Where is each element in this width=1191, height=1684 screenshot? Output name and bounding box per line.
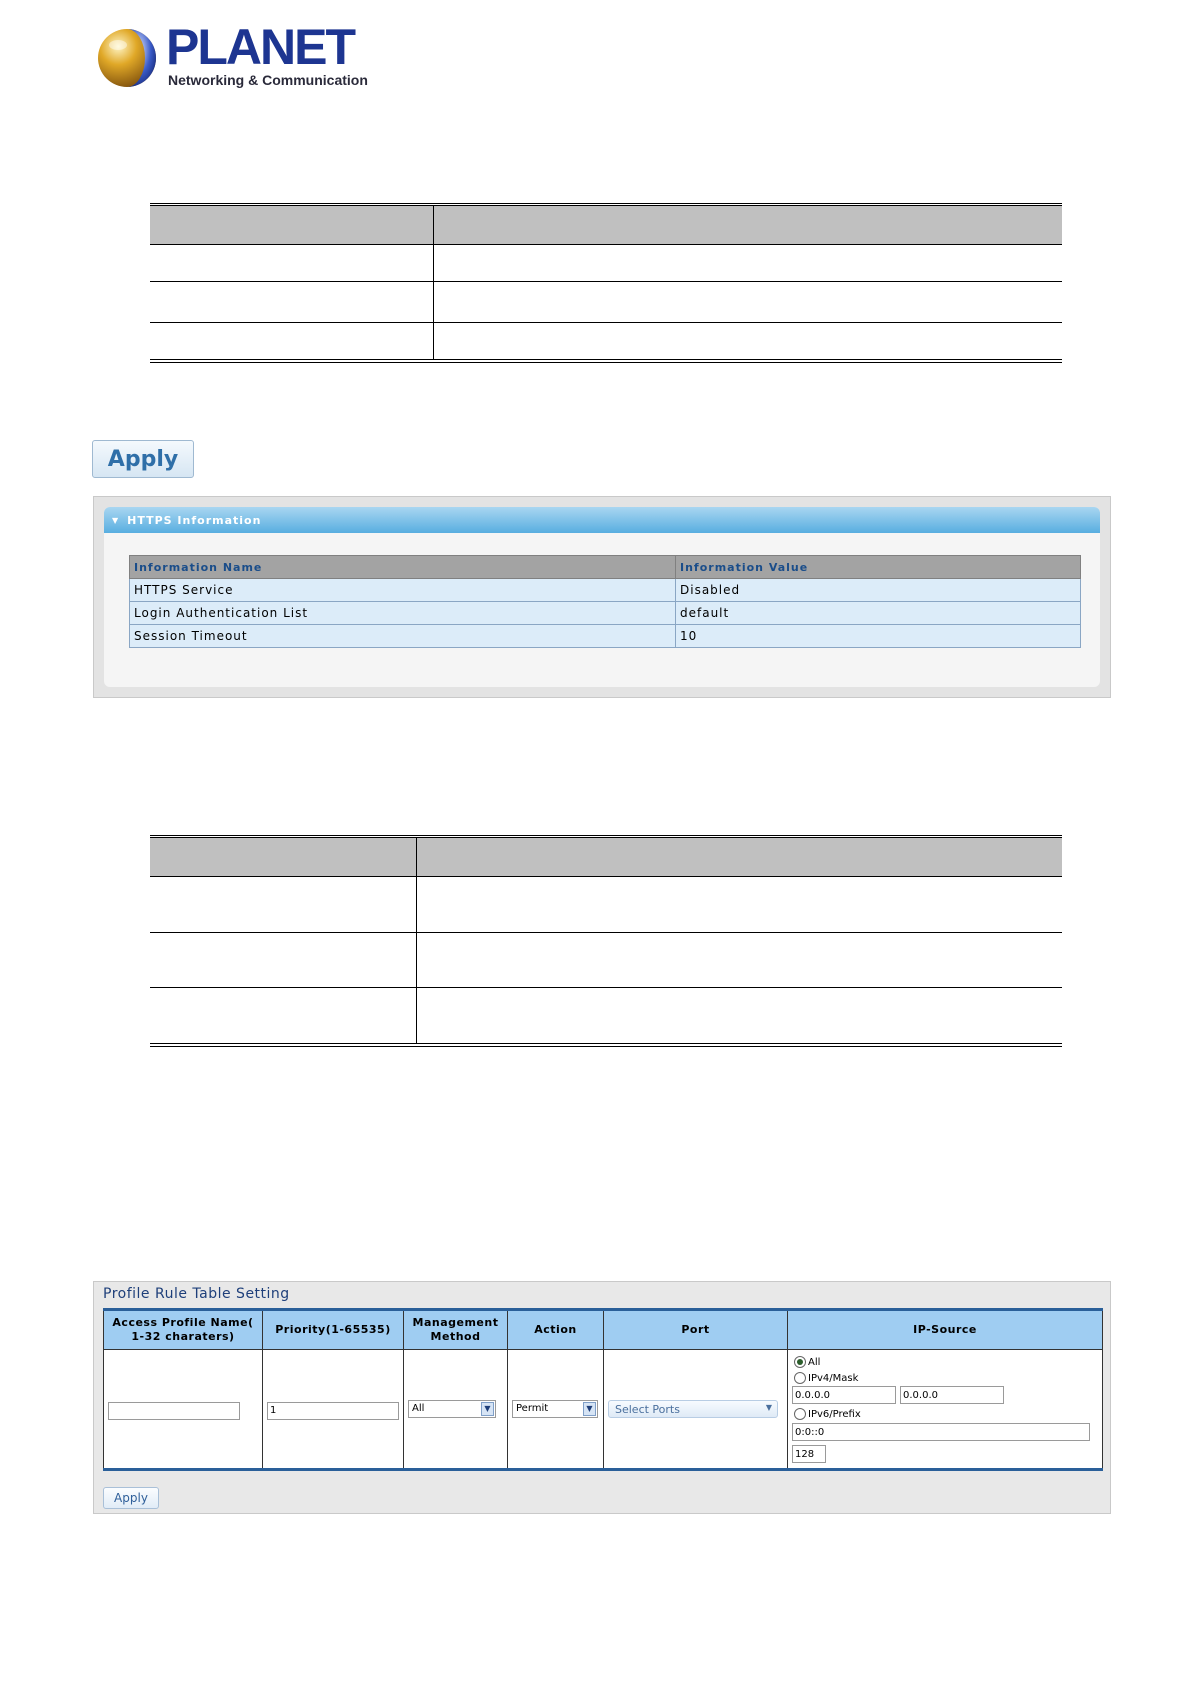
planet-logo <box>96 19 368 94</box>
management-method-select[interactable] <box>408 1400 496 1418</box>
ipv4-address-input[interactable] <box>792 1386 896 1404</box>
doc-table-1 <box>150 203 1062 363</box>
doc-table-header-cell <box>416 837 1062 877</box>
doc-table-2 <box>150 835 1062 1047</box>
apply-button[interactable]: Apply <box>92 440 194 478</box>
doc-table-cell <box>150 323 433 361</box>
column-header: Priority(1-65535) <box>263 1310 404 1350</box>
doc-table-cell <box>150 282 433 323</box>
info-name: HTTPS Service <box>130 579 676 602</box>
https-information-panel <box>93 496 1111 698</box>
collapse-triangle-icon[interactable]: ▼ <box>112 515 120 525</box>
doc-table-cell <box>150 933 416 988</box>
logo-tagline: Networking & Communication <box>168 72 368 88</box>
priority-input[interactable] <box>267 1402 399 1420</box>
doc-table-header-cell <box>433 205 1062 245</box>
doc-table-cell <box>150 877 416 933</box>
ipv6-prefix-input[interactable] <box>792 1445 826 1463</box>
doc-table-header-cell <box>150 205 433 245</box>
radio-label: IPv4/Mask <box>808 1372 859 1384</box>
ip-source-ipv6-radio[interactable] <box>794 1408 806 1420</box>
radio-label: All <box>808 1356 821 1368</box>
doc-table-cell <box>416 877 1062 933</box>
doc-table-cell <box>150 245 433 282</box>
doc-table-cell <box>433 245 1062 282</box>
ipv4-mask-input[interactable] <box>900 1386 1004 1404</box>
info-value: 10 <box>676 625 1081 648</box>
ipv6-address-input[interactable] <box>792 1423 1090 1441</box>
info-value: default <box>676 602 1081 625</box>
doc-table-cell <box>416 933 1062 988</box>
doc-table-cell <box>433 323 1062 361</box>
action-select[interactable] <box>512 1400 598 1418</box>
column-header: Port <box>604 1310 788 1350</box>
panel-title: Profile Rule Table Setting <box>103 1286 290 1302</box>
globe-icon <box>96 27 158 89</box>
ports-placeholder: Select Ports <box>615 1403 680 1416</box>
doc-table-header-cell <box>150 837 416 877</box>
https-info-table <box>129 555 1081 648</box>
selected-value: All <box>412 1403 425 1414</box>
logo-wordmark: PLANET <box>166 19 354 75</box>
column-header: Information Value <box>676 556 1081 579</box>
info-name: Login Authentication List <box>130 602 676 625</box>
column-header: Access Profile Name( 1-32 charaters) <box>104 1310 263 1350</box>
doc-table-cell <box>433 282 1062 323</box>
table-row <box>130 579 1081 602</box>
column-header: IP-Source <box>788 1310 1103 1350</box>
column-header: Management Method <box>404 1310 508 1350</box>
column-header: Information Name <box>130 556 676 579</box>
ip-source-all-radio[interactable] <box>794 1356 806 1368</box>
table-row <box>130 625 1081 648</box>
ip-source-group <box>788 1350 1102 1468</box>
radio-label: IPv6/Prefix <box>808 1408 861 1420</box>
table-row <box>104 1350 1103 1470</box>
selected-value: Permit <box>516 1403 549 1414</box>
access-profile-name-input[interactable] <box>108 1402 240 1420</box>
panel-header[interactable] <box>104 507 1100 533</box>
chevron-down-icon[interactable]: ▼ <box>481 1402 494 1416</box>
select-ports-dropdown[interactable] <box>608 1400 778 1418</box>
info-name: Session Timeout <box>130 625 676 648</box>
chevron-down-icon[interactable]: ▼ <box>583 1402 596 1416</box>
apply-button[interactable]: Apply <box>103 1487 159 1509</box>
column-header: Action <box>508 1310 604 1350</box>
doc-table-cell <box>416 988 1062 1045</box>
caret-down-icon: ▼ <box>765 1403 772 1412</box>
info-value: Disabled <box>676 579 1081 602</box>
profile-rule-panel <box>93 1281 1111 1514</box>
ip-source-ipv4-radio[interactable] <box>794 1372 806 1384</box>
doc-table-cell <box>150 988 416 1045</box>
table-row <box>130 602 1081 625</box>
profile-rule-table <box>103 1308 1103 1471</box>
panel-title: HTTPS Information <box>127 513 262 527</box>
